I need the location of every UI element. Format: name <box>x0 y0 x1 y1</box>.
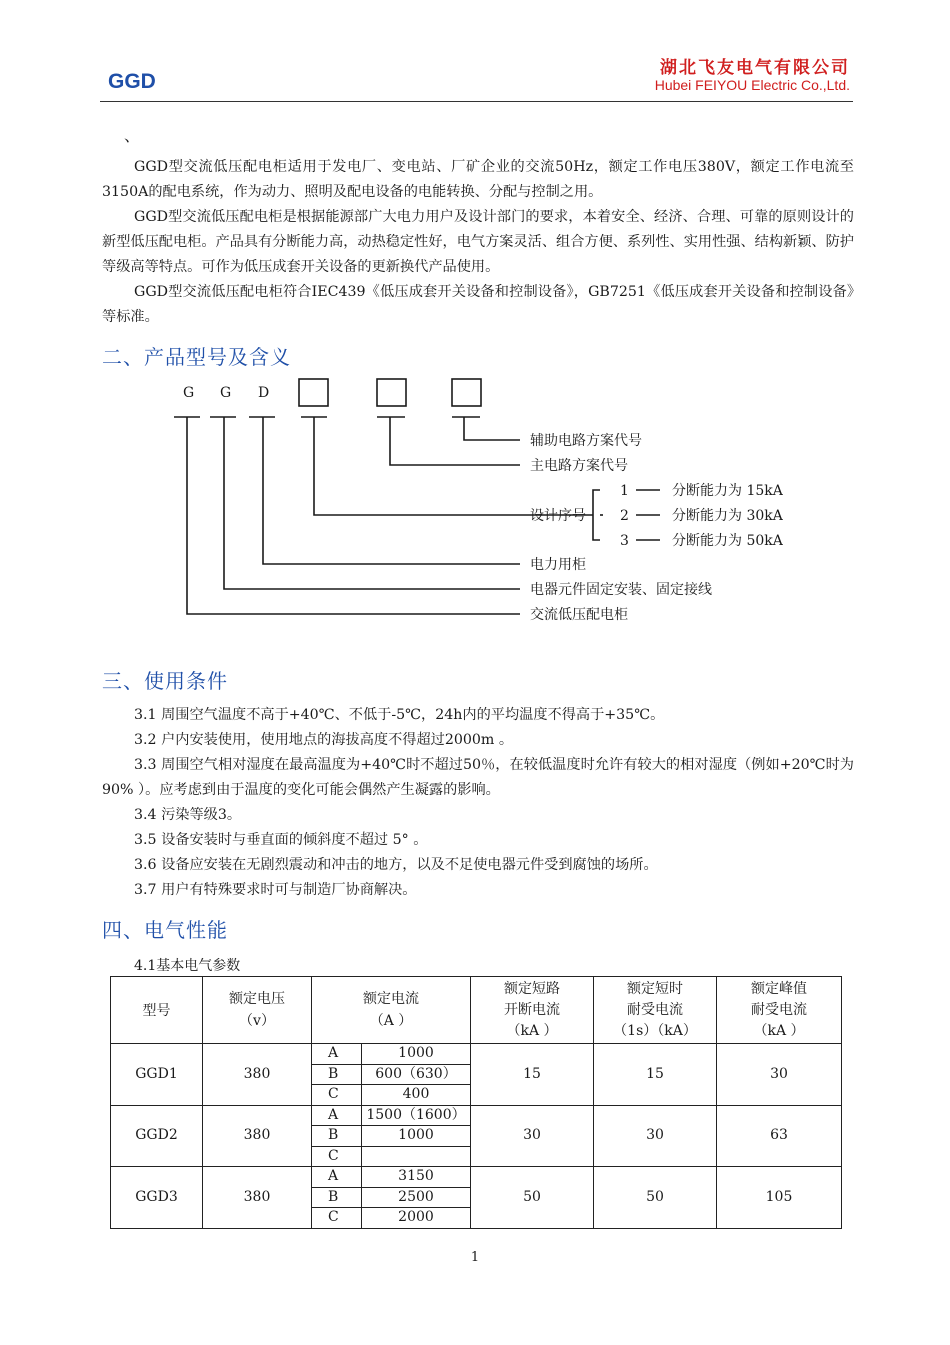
condition-3-6: 3.6 设备应安装在无剧烈震动和冲击的地方，以及不足使电器元件受到腐蚀的场所。 <box>134 857 658 873</box>
label-fixed-install: 电器元件固定安装、固定接线 <box>530 582 712 598</box>
cell-code: C <box>312 1085 362 1106</box>
cell-break: 50 <box>471 1167 594 1229</box>
table-caption: 4.1基本电气参数 <box>134 958 241 974</box>
cell-voltage: 380 <box>203 1105 312 1167</box>
code-letter-g2: G <box>220 385 232 401</box>
cell-peak: 30 <box>717 1044 842 1106</box>
electrical-parameters-table <box>110 976 842 1229</box>
code-box-aux <box>452 379 481 406</box>
option-num-3: 3 <box>620 533 629 549</box>
cell-model: GGD2 <box>111 1105 203 1167</box>
label-main-circuit: 主电路方案代号 <box>530 458 628 474</box>
table-row <box>111 1105 842 1126</box>
option-text-2: 分断能力为 30kA <box>672 508 783 524</box>
cell-code: A <box>312 1167 362 1188</box>
cell-current: 1500（1600） <box>362 1105 471 1126</box>
intro-paragraph-3: GGD型交流低压配电柜符合IEC439《低压成套开关设备和控制设备》，GB7251《低压成套开关设备和控制设备》等标准。 <box>102 284 854 325</box>
cell-current: 1000 <box>362 1126 471 1147</box>
company-name-cn: 湖北飞友电气有限公司 <box>660 58 850 78</box>
cell-peak: 63 <box>717 1105 842 1167</box>
condition-3-1: 3.1 周围空气温度不高于+40℃、不低于-5℃，24h内的平均温度不得高于+35℃。 <box>134 707 665 723</box>
model-code-diagram <box>0 370 950 635</box>
cell-current: 2000 <box>362 1208 471 1229</box>
cell-code: A <box>312 1044 362 1065</box>
cell-current <box>362 1146 471 1167</box>
cell-short: 30 <box>594 1105 717 1167</box>
cell-short: 50 <box>594 1167 717 1229</box>
page-number: 1 <box>470 1250 480 1265</box>
section-1-mark: 、 <box>124 126 141 145</box>
header-divider <box>100 101 853 102</box>
cell-code: B <box>312 1126 362 1147</box>
cell-current: 400 <box>362 1085 471 1106</box>
header-break: 额定短路 开断电流 （kA ） <box>471 977 594 1044</box>
cell-voltage: 380 <box>203 1167 312 1229</box>
label-power-cabinet: 电力用柜 <box>530 557 586 573</box>
table-row <box>111 1044 842 1065</box>
code-box-main <box>377 379 406 406</box>
cell-current: 600（630） <box>362 1064 471 1085</box>
condition-3-3: 3.3 周围空气相对湿度在最高温度为+40℃时不超过50％，在较低温度时允许有较大的相对湿度（例如+20℃时为90% ）。应考虑到由于温度的变化可能会偶然产生凝露的影响。 <box>102 757 854 798</box>
cell-current: 1000 <box>362 1044 471 1065</box>
header-short: 额定短时 耐受电流 （1s）（kA） <box>594 977 717 1044</box>
cell-short: 15 <box>594 1044 717 1106</box>
code-letter-g1: G <box>183 385 195 401</box>
cell-peak: 105 <box>717 1167 842 1229</box>
cell-code: C <box>312 1208 362 1229</box>
option-text-3: 分断能力为 50kA <box>672 533 783 549</box>
code-box-design <box>299 379 328 406</box>
option-text-1: 分断能力为 15kA <box>672 483 783 499</box>
header-logo-text: GGD <box>108 70 156 93</box>
header-model: 型号 <box>111 977 203 1044</box>
cell-code: A <box>312 1105 362 1126</box>
option-num-2: 2 <box>620 508 629 524</box>
cell-model: GGD3 <box>111 1167 203 1229</box>
code-letter-d: D <box>258 385 270 401</box>
section-2-title: 二、产品型号及含义 <box>102 345 291 369</box>
cell-code: B <box>312 1064 362 1085</box>
header-peak: 额定峰值 耐受电流 （kA ） <box>717 977 842 1044</box>
condition-3-2: 3.2 户内安装使用，使用地点的海拔高度不得超过2000m 。 <box>134 732 514 748</box>
table-row <box>111 1167 842 1188</box>
header-voltage: 额定电压 （v） <box>203 977 312 1044</box>
label-ac-cabinet: 交流低压配电柜 <box>530 607 628 623</box>
section-3-title: 三、使用条件 <box>102 669 228 693</box>
condition-3-5: 3.5 设备安装时与垂直面的倾斜度不超过 5° 。 <box>134 832 428 848</box>
header-current: 额定电流 （A ） <box>312 977 471 1044</box>
intro-paragraph-2: GGD型交流低压配电柜是根据能源部广大电力用户及设计部门的要求，本着安全、经济、合理、可靠的原则设计的新型低压配电柜。产品具有分断能力高，动热稳定性好，电气方案灵活、组合方便、系列性、实用性强、结构新颖、防护等级高等特点。可作为低压成套开关设备的更新换代产品使用。 <box>102 209 854 275</box>
label-aux-circuit: 辅助电路方案代号 <box>530 433 642 449</box>
cell-current: 2500 <box>362 1187 471 1208</box>
condition-3-7: 3.7 用户有特殊要求时可与制造厂协商解决。 <box>134 882 417 898</box>
table-header-row <box>111 977 842 1044</box>
condition-3-4: 3.4 污染等级3。 <box>134 807 242 823</box>
cell-code: B <box>312 1187 362 1208</box>
label-design-seq: 设计序号 <box>530 508 586 524</box>
section-4-title: 四、电气性能 <box>102 918 228 942</box>
cell-current: 3150 <box>362 1167 471 1188</box>
cell-break: 30 <box>471 1105 594 1167</box>
cell-model: GGD1 <box>111 1044 203 1106</box>
option-num-1: 1 <box>620 483 629 499</box>
intro-paragraph-1: GGD型交流低压配电柜适用于发电厂、变电站、厂矿企业的交流50Hz，额定工作电压380V，额定工作电流至3150A的配电系统，作为动力、照明及配电设备的电能转换、分配与控制之用。 <box>102 159 854 200</box>
cell-code: C <box>312 1146 362 1167</box>
cell-break: 15 <box>471 1044 594 1106</box>
cell-voltage: 380 <box>203 1044 312 1106</box>
company-name-en: Hubei FEIYOU Electric Co.,Ltd. <box>654 77 850 93</box>
